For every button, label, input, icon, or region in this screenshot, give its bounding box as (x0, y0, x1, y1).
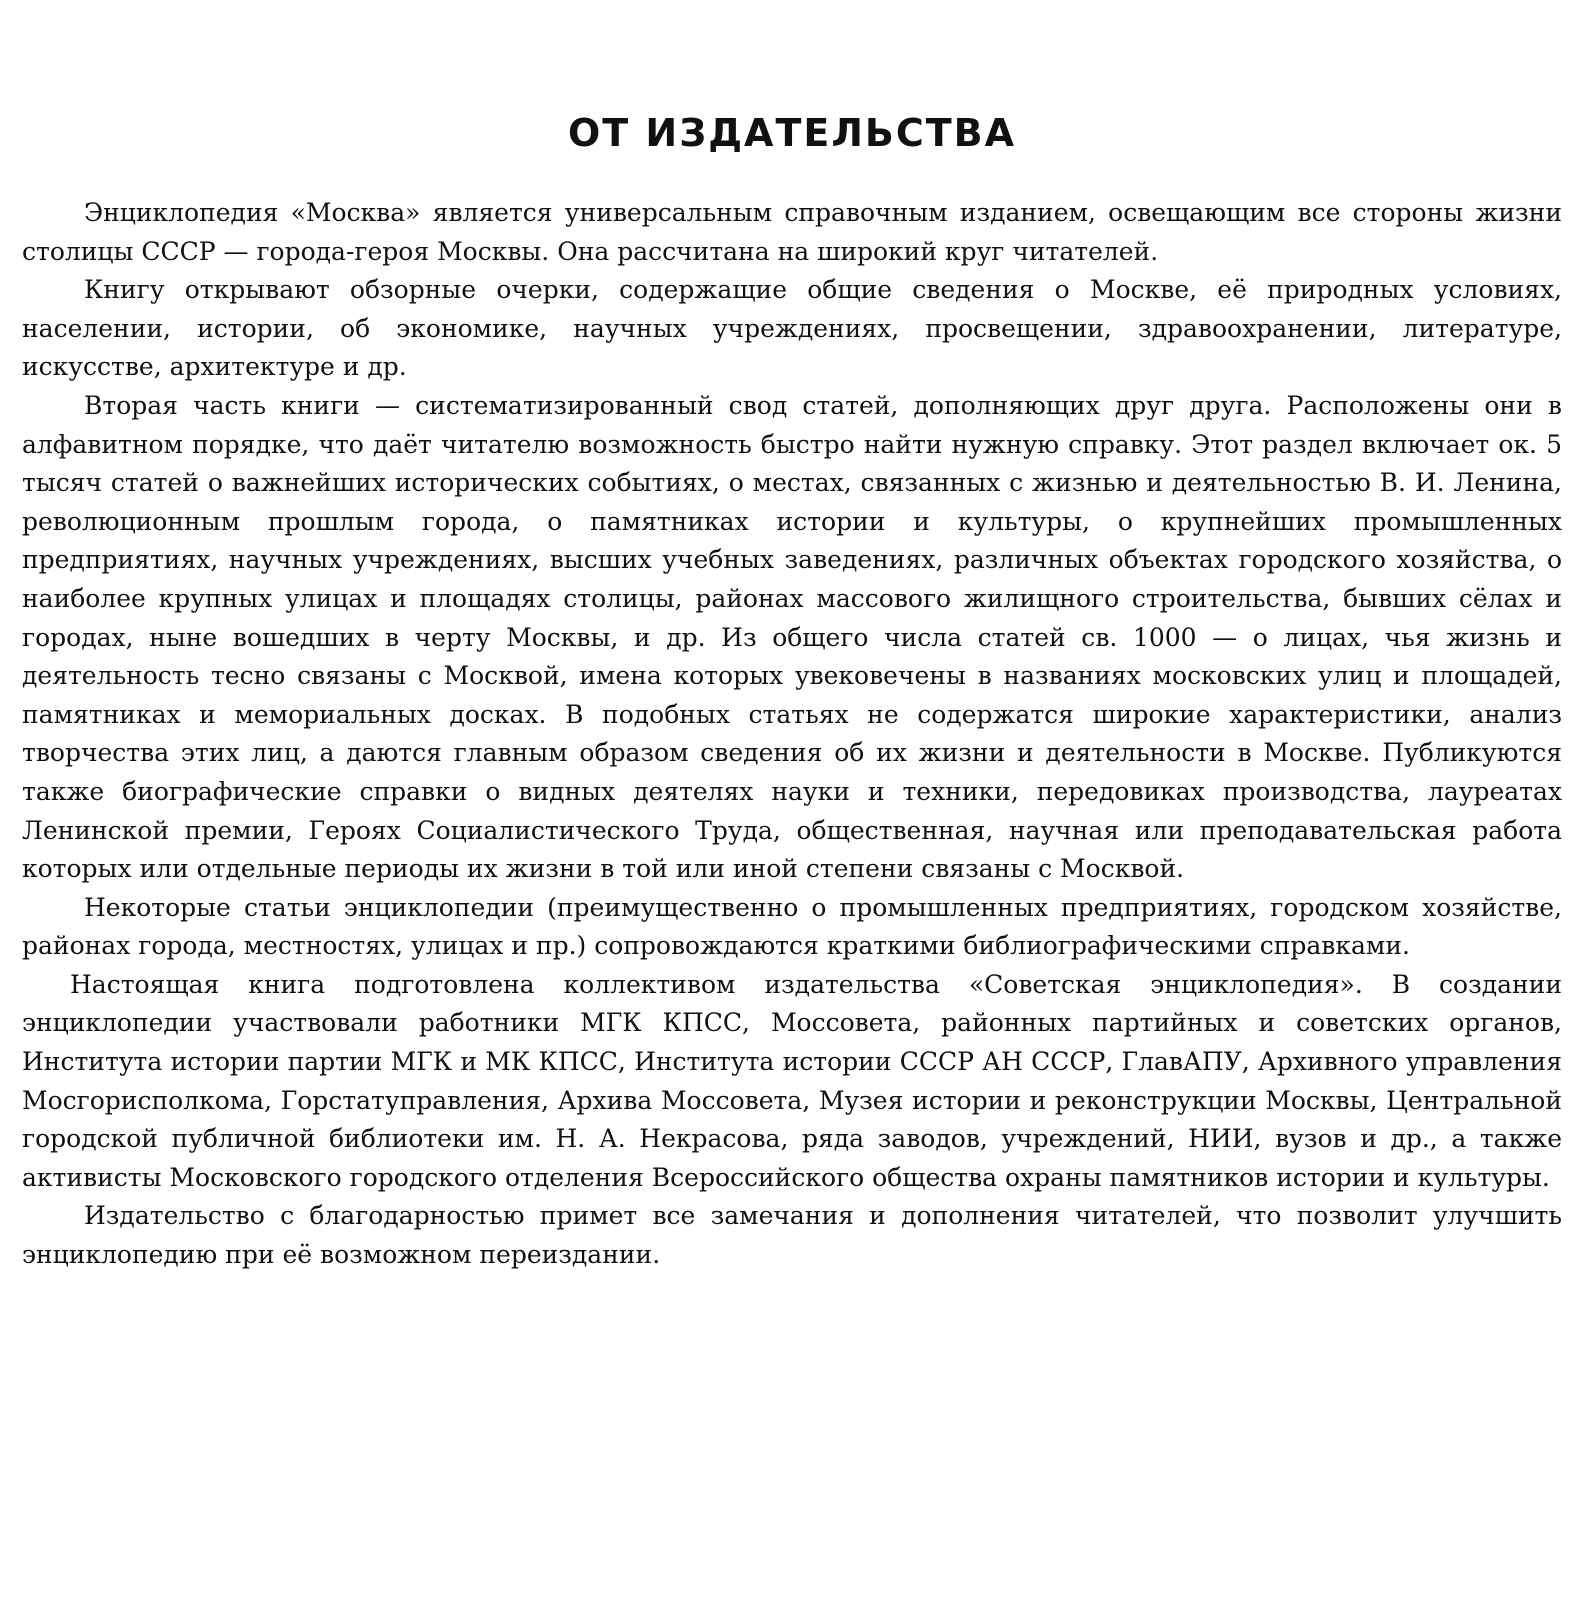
document-page (22, 108, 1562, 1275)
paragraph-overview-essays: Книгу открывают обзорные очерки, содержащие общие сведения о Москве, её природных условиях, населении, истории, об экономике, научных учреждениях, просвещении, здравоохранении, литературе, искусстве, архитектуре и др. (22, 275, 1562, 382)
paragraph-closing: Издательство с благодарностью примет все замечания и дополнения читателей, что позволит улучшить энциклопедию при её возможном переиздании. (22, 1201, 1562, 1270)
paragraph-intro: Энциклопедия «Москва» является универсальным справочным изданием, освещающим все стороны жизни столицы СССР — города-героя Москвы. Она рассчитана на широкий круг читателей. (22, 198, 1562, 266)
paragraph-contributors: Настоящая книга подготовлена коллективом издательства «Советская энциклопедия». В создании энциклопедии участвовали работники МГК КПСС, Моссовета, районных партийных и советских органов, Института истории партии МГК и МК КПСС, Института истории СССР АН СССР, ГлавАПУ, Архивного управления Мосгорисполкома, Горстатуправления, Архива Моссовета, Музея истории и реконструкции Москвы, Центральной городской публичной библиотеки им. Н. А. Некрасова, ряда заводов, учреждений, НИИ, вузов и др., а также активисты Московского городского отделения Всероссийского общества охраны памятников истории и культуры. (22, 969, 1562, 1192)
page-title: ОТ ИЗДАТЕЛЬСТВА (567, 111, 1017, 155)
paragraph-articles-section: Вторая часть книги — систематизированный свод статей, дополняющих друг друга. Расположены они в алфавитном порядке, что даёт читателю возможность быстро найти нужную справку. Этот раздел включает ок. 5 тысяч статей о важнейших исторических событиях, о местах, связанных с жизнью и деятельностью В. И. Ленина, революционным прошлым города, о памятниках истории и культуры, о крупнейших промышленных предприятиях, научных учреждениях, высших учебных заведениях, различных объектах городского хозяйства, о наиболее крупных улицах и площадях столицы, районах массового жилищного строительства, бывших сёлах и городах, ныне вошедших в черту Москвы, и др. Из общего числа статей св. 1000 — о лицах, чья жизнь и деятельность тесно связаны с Москвой, имена которых увековечены в названиях московских улиц и площадей, памятниках и мемориальных досках. В подобных статьях не содержатся широкие характеристики, анализ творчества этих лиц, а даются главным образом сведения об их жизни и деятельности в Москве. Публикуются также биографические справки о видных деятелях науки и техники, передовиках производства, лауреатах Ленинской премии, Героях Социалистического Труда, общественная, научная или преподавательская работа которых или отдельные периоды их жизни в той или иной степени связаны с Москвой. (22, 390, 1562, 884)
paragraph-bibliography: Некоторые статьи энциклопедии (преимущественно о промышленных предприятиях, городском хозяйстве, районах города, местностях, улицах и пр.) сопровождаются краткими библиографическими справками. (22, 892, 1562, 961)
